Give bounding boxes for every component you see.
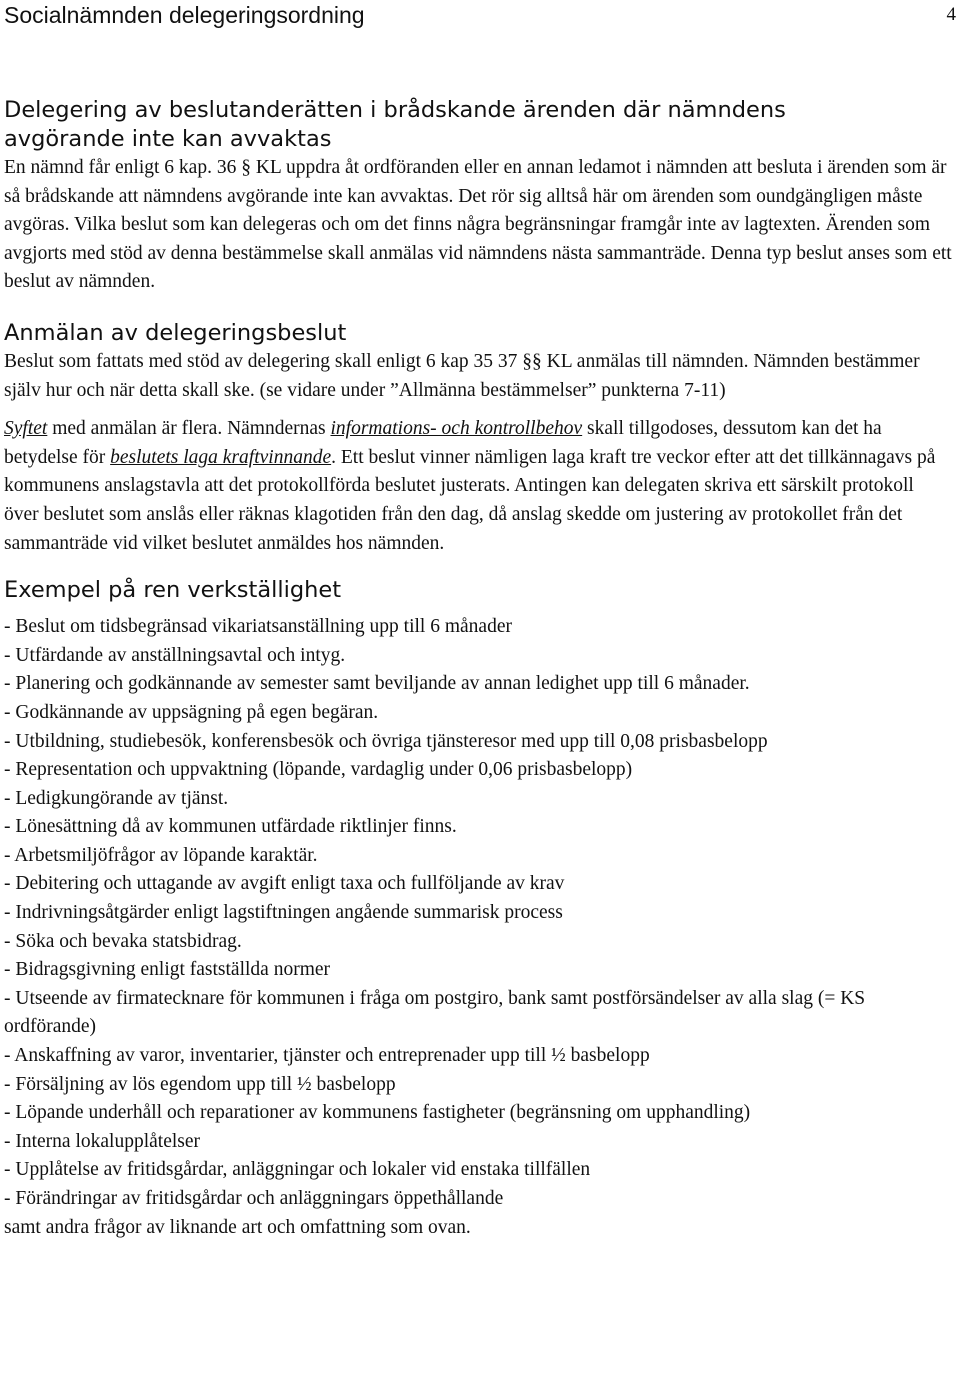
term-legal-force: beslutets laga kraftvinnande <box>110 446 332 468</box>
examples-list <box>4 613 952 1213</box>
list-item: - Utfärdande av anställningsavtal och intyg. <box>4 644 346 666</box>
list-item: - Planering och godkännande av semester samt beviljande av annan ledighet upp till 6 månader. <box>4 673 750 695</box>
list-item: - Beslut om tidsbegränsad vikariatsanställning upp till 6 månader <box>4 616 512 638</box>
reporting-paragraph-2 <box>4 415 952 558</box>
section-heading-examples: Exempel på ren verkställighet <box>4 577 342 604</box>
list-item: - Upplåtelse av fritidsgårdar, anläggningar och lokaler vid enstaka tillfällen <box>4 1159 591 1181</box>
list-item: - Arbetsmiljöfrågor av löpande karaktär. <box>4 844 318 866</box>
list-item: - Försäljning av lös egendom upp till ½ basbelopp <box>4 1073 396 1095</box>
document-body <box>4 96 952 1242</box>
list-item: - Lönesättning då av kommunen utfärdade riktlinjer finns. <box>4 816 457 838</box>
list-item: - Utseende av firmatecknare för kommunen i fråga om postgiro, bank samt postförsändelser av alla slag (= KS ordförande) <box>4 987 866 1038</box>
list-item: - Bidragsgivning enligt fastställda normer <box>4 959 331 981</box>
section-heading-urgent-delegation <box>4 96 952 154</box>
list-item: - Representation och uppvaktning (löpande, vardaglig under 0,06 prisbasbelopp) <box>4 759 633 781</box>
section-heading-reporting: Anmälan av delegeringsbeslut <box>4 319 347 346</box>
list-item: - Ledigkungörande av tjänst. <box>4 787 229 809</box>
list-item: - Söka och bevaka statsbidrag. <box>4 930 242 952</box>
list-item: - Utbildning, studiebesök, konferensbesök och övriga tjänsteresor med upp till 0,08 prisbasbelopp <box>4 730 768 752</box>
text-fragment: skall tillgodoses, dessutom kan det ha betydelse för <box>4 418 882 468</box>
document-header-title: Socialnämnden delegeringsordning <box>4 2 365 28</box>
list-item: - Godkännande av uppsägning på egen begäran. <box>4 701 379 723</box>
heading-line-2: avgörande inte kan avvaktas <box>4 126 332 152</box>
list-item: - Indrivningsåtgärder enligt lagstiftningen angående summarisk process <box>4 902 563 924</box>
closing-line: samt andra frågor av liknande art och omfattning som ovan. <box>4 1216 471 1238</box>
list-item: - Interna lokalupplåtelser <box>4 1130 200 1152</box>
list-item: - Förändringar av fritidsgårdar och anläggningars öppethållande <box>4 1188 504 1209</box>
term-information-control: informations- och kontrollbehov <box>330 418 583 440</box>
text-fragment: med anmälan är flera. Nämndernas <box>47 418 331 440</box>
list-item: - Anskaffning av varor, inventarier, tjänster och entreprenader upp till ½ basbelopp <box>4 1045 650 1067</box>
term-syftet: Syftet <box>4 418 48 440</box>
list-item: - Löpande underhåll och reparationer av kommunens fastigheter (begränsning om upphandling) <box>4 1102 751 1124</box>
text-fragment: . Ett beslut vinner nämligen laga kraft tre veckor efter att det tillkännagavs på kommunens anslagstavla att det protokollförda beslutet justerats. Antingen kan delegaten skriva ett särskilt protokoll över beslutet som anslås eller räknas klagotiden från den dag, då anslag skedde om justering av protokollet från det sammanträde vid vilket beslutet anmäldes hos nämnden. <box>4 446 936 554</box>
heading-line-1: Delegering av beslutanderätten i brådskande ärenden där nämndens <box>4 97 786 123</box>
list-item: - Debitering och uttagande av avgift enligt taxa och fullföljande av krav <box>4 873 565 895</box>
urgent-delegation-paragraph: En nämnd får enligt 6 kap. 36 § KL uppdra åt ordföranden eller en annan ledamot i nämnden att besluta i ärenden som är så brådskande att nämndens avgörande inte kan avvaktas. Det rör sig alltså här om ärenden som oundgängligen måste avgöras. Vilka beslut som kan delegeras och om det finns några begränsningar framgår inte av lagtexten. Ärenden som avgjorts med stöd av denna bestämmelse skall anmälas vid nämndens nästa sammanträde. Denna typ beslut anses som ett beslut av nämnden. <box>4 157 952 293</box>
reporting-paragraph-1: Beslut som fattats med stöd av delegering skall enligt 6 kap 35 37 §§ KL anmälas till nämnden. Nämnden bestämmer själv hur och när detta skall ske. (se vidare under ”Allmänna bestämmelser” punkterna 7-11) <box>4 350 920 401</box>
page-number: 4 <box>946 4 956 25</box>
